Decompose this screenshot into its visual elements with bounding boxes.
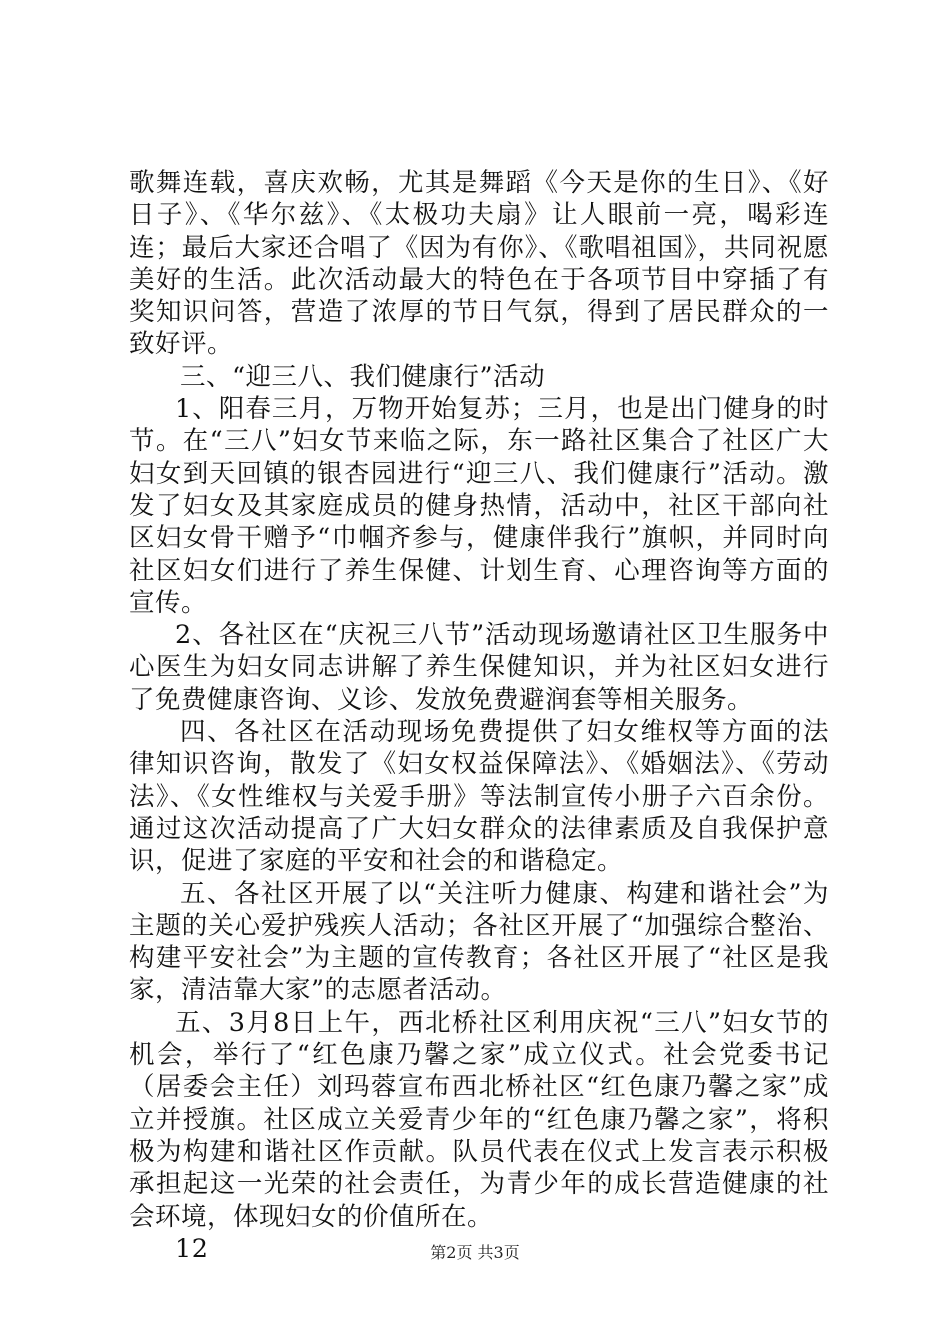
paragraph-dance-performance: 歌舞连载，喜庆欢畅，尤其是舞蹈《今天是你的生日》、《好日子》、《华尔兹》、《太极功夫扇》让人眼前一亮，喝彩连连；最后大家还合唱了《因为有你》、《歌唱祖国》，共同祝愿美好的生活。此次活动最大的特色在于各项节目中穿插了有奖知识问答，营造了浓厚的节日气氛，得到了居民群众的一致好评。 — [129, 168, 829, 360]
paragraph-item-1: 1、阳春三月，万物开始复苏；三月，也是出门健身的时节。在“三八”妇女节来临之际，东一路社区集合了社区广大妇女到天回镇的银杏园进行“迎三八、我们健康行”活动。激发了妇女及其家庭成员的健身热情，活动中，社区干部向社区妇女骨干赠予“巾帼齐参与，健康伴我行”旗帜，并同时向社区妇女们进行了养生保健、计划生育、心理咨询等方面的宣传。 — [129, 394, 829, 618]
paragraph-section-five-b: 五、3月8日上午，西北桥社区利用庆祝“三八”妇女节的机会，举行了“红色康乃馨之家”成立仪式。社会党委书记（居委会主任）刘玛蓉宣布西北桥社区“红色康乃馨之家”成立并授旗。社区成立关爱青少年的“红色康乃馨之家”，将积极为构建和谐社区作贡献。队员代表在仪式上发言表示积极承担起这一光荣的社会责任，为青少年的成长营造健康的社会环境，体现妇女的价值所在。 — [129, 1007, 829, 1232]
paragraph-section-four: 四、各社区在活动现场免费提供了妇女维权等方面的法律知识咨询，散发了《妇女权益保障法》、《婚姻法》、《劳动法》、《女性维权与关爱手册》等法制宣传小册子六百余份。通过这次活动提高了广大妇女群众的法律素质及自我保护意识，促进了家庭的平安和社会的和谐稳定。 — [129, 717, 829, 877]
document-body — [129, 167, 829, 1265]
paragraph-item-2: 2、各社区在“庆祝三八节”活动现场邀请社区卫生服务中心医生为妇女同志讲解了养生保健知识，并为社区妇女进行了免费健康咨询、义诊、发放免费避润套等相关服务。 — [129, 620, 829, 715]
paragraph-section-five-a: 五、各社区开展了以“关注听力健康、构建和谐社会”为主题的关心爱护残疾人活动；各社区开展了“加强综合整治、构建平安社会”为主题的宣传教育；各社区开展了“社区是我家，清洁靠大家”的志愿者活动。 — [129, 878, 829, 1006]
paragraph-trailing-number: 12 — [175, 1233, 209, 1264]
page-footer: 第2页 共3页 — [430, 1243, 520, 1262]
heading-section-three: 三、“迎三八、我们健康行”活动 — [180, 361, 546, 392]
